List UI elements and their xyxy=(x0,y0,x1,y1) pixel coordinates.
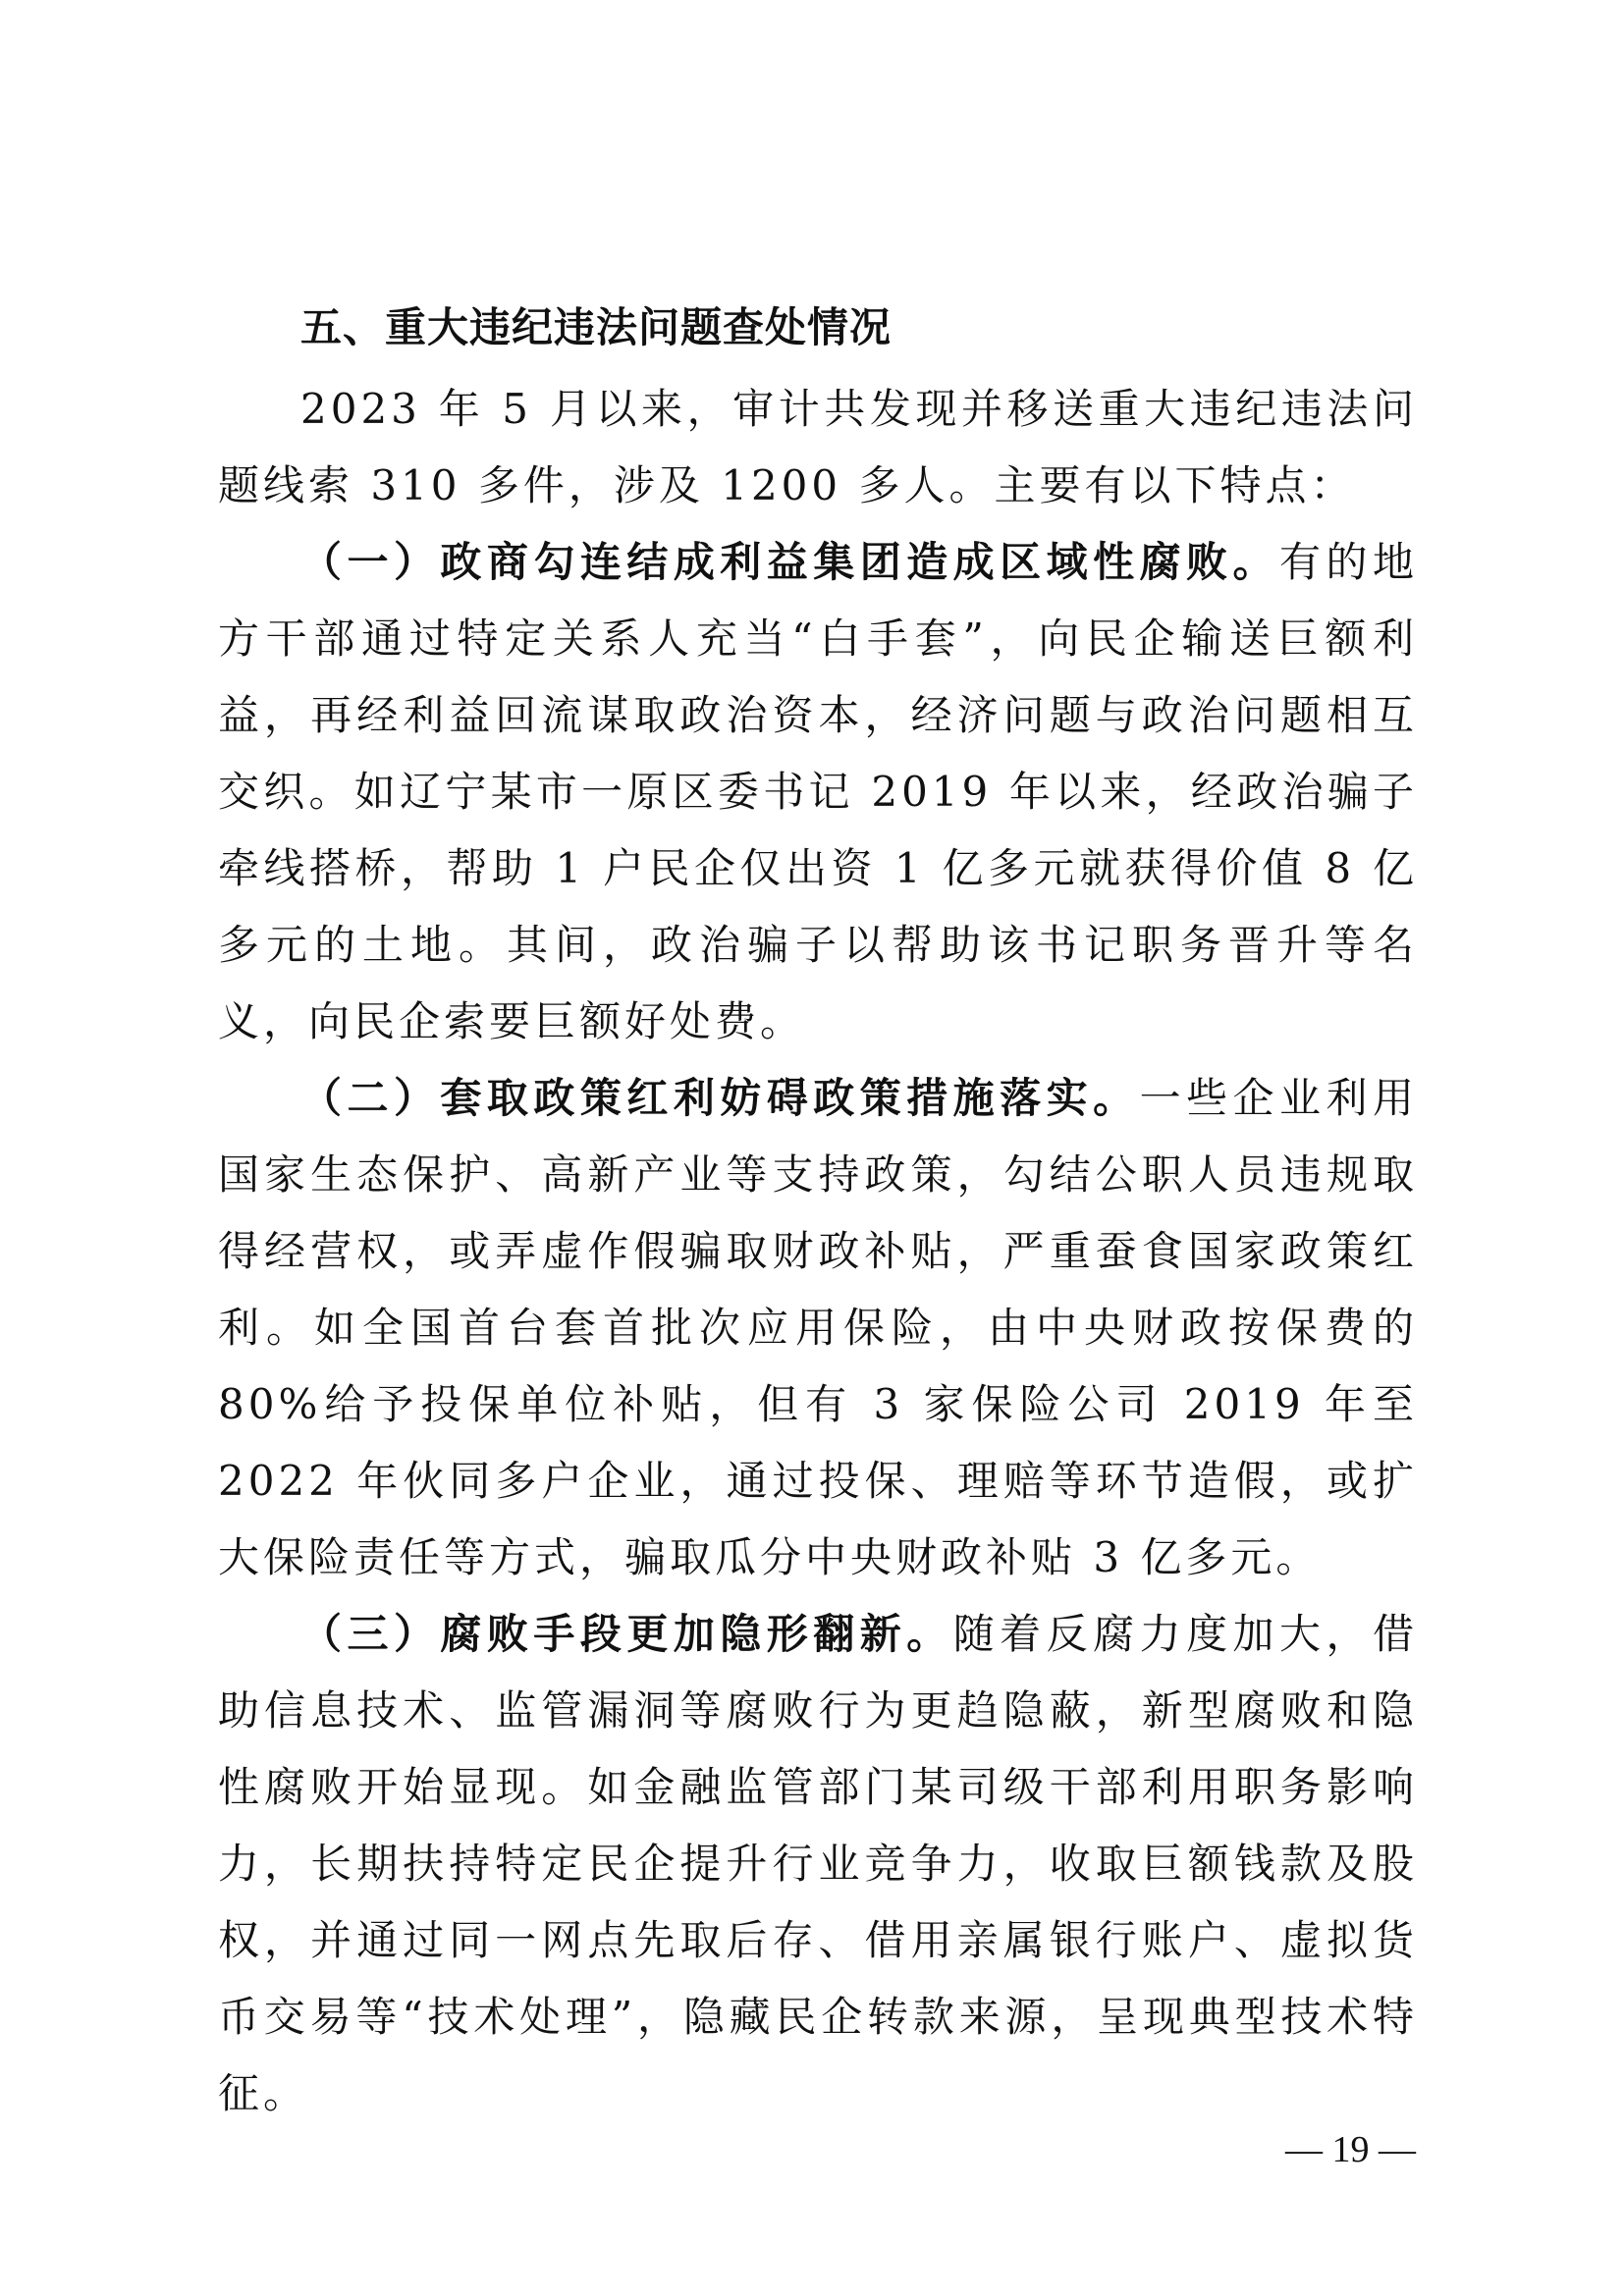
paragraph-lead: （二）套取政策红利妨碍政策措施落实。 xyxy=(300,1074,1140,1122)
paragraph-text: 随着反腐力度加大，借助信息技术、监管漏洞等腐败行为更趋隐蔽，新型腐败和隐性腐败开始显现。如金融监管部门某司级干部利用职务影响力，长期扶持特定民企提升行业竞争力，收取巨额钱款及股权，并通过同一网点先取后存、借用亲属银行账户、虚拟货币交易等“技术处理”，隐藏民企转款来源，呈现典型技术特征。 xyxy=(218,1610,1418,2117)
paragraph-text: 有的地方干部通过特定关系人充当“白手套”，向民企输送巨额利益，再经利益回流谋取政治资本，经济问题与政治问题相互交织。如辽宁某市一原区委书记 2019 年以来，经政治骗子牵线搭桥，帮助 1 户民企仅出资 1 亿多元就获得价值 8 亿多元的土地。其间，政治骗子以帮助该书记职务晋升等名义，向民企索要巨额好处费。 xyxy=(218,538,1418,1045)
paragraph-text: 2023 年 5 月以来，审计共发现并移送重大违纪违法问题线索 310 多件，涉及 1200 多人。主要有以下特点： xyxy=(218,385,1418,509)
paragraph-lead: （一）政商勾连结成利益集团造成区域性腐败。 xyxy=(300,538,1280,586)
paragraph-point-3 xyxy=(218,1596,1418,2132)
paragraph-intro xyxy=(218,371,1418,524)
paragraph-point-1 xyxy=(218,524,1418,1060)
paragraph-lead: （三）腐败手段更加隐形翻新。 xyxy=(300,1610,953,1658)
paragraph-text: 一些企业利用国家生态保护、高新产业等支持政策，勾结公职人员违规取得经营权，或弄虚作假骗取财政补贴，严重蚕食国家政策红利。如全国首台套首批次应用保险，由中央财政按保费的 80%给予投保单位补贴，但有 3 家保险公司 2019 年至 2022 年伙同多户企业，通过投保、理赔等环节造假，或扩大保险责任等方式，骗取瓜分中央财政补贴 3 亿多元。 xyxy=(218,1074,1418,1581)
document-body xyxy=(218,285,1418,2132)
page-number: — 19 — xyxy=(1285,2129,1416,2170)
paragraph-point-2 xyxy=(218,1060,1418,1596)
section-heading: 五、重大违纪违法问题查处情况 xyxy=(300,303,893,351)
